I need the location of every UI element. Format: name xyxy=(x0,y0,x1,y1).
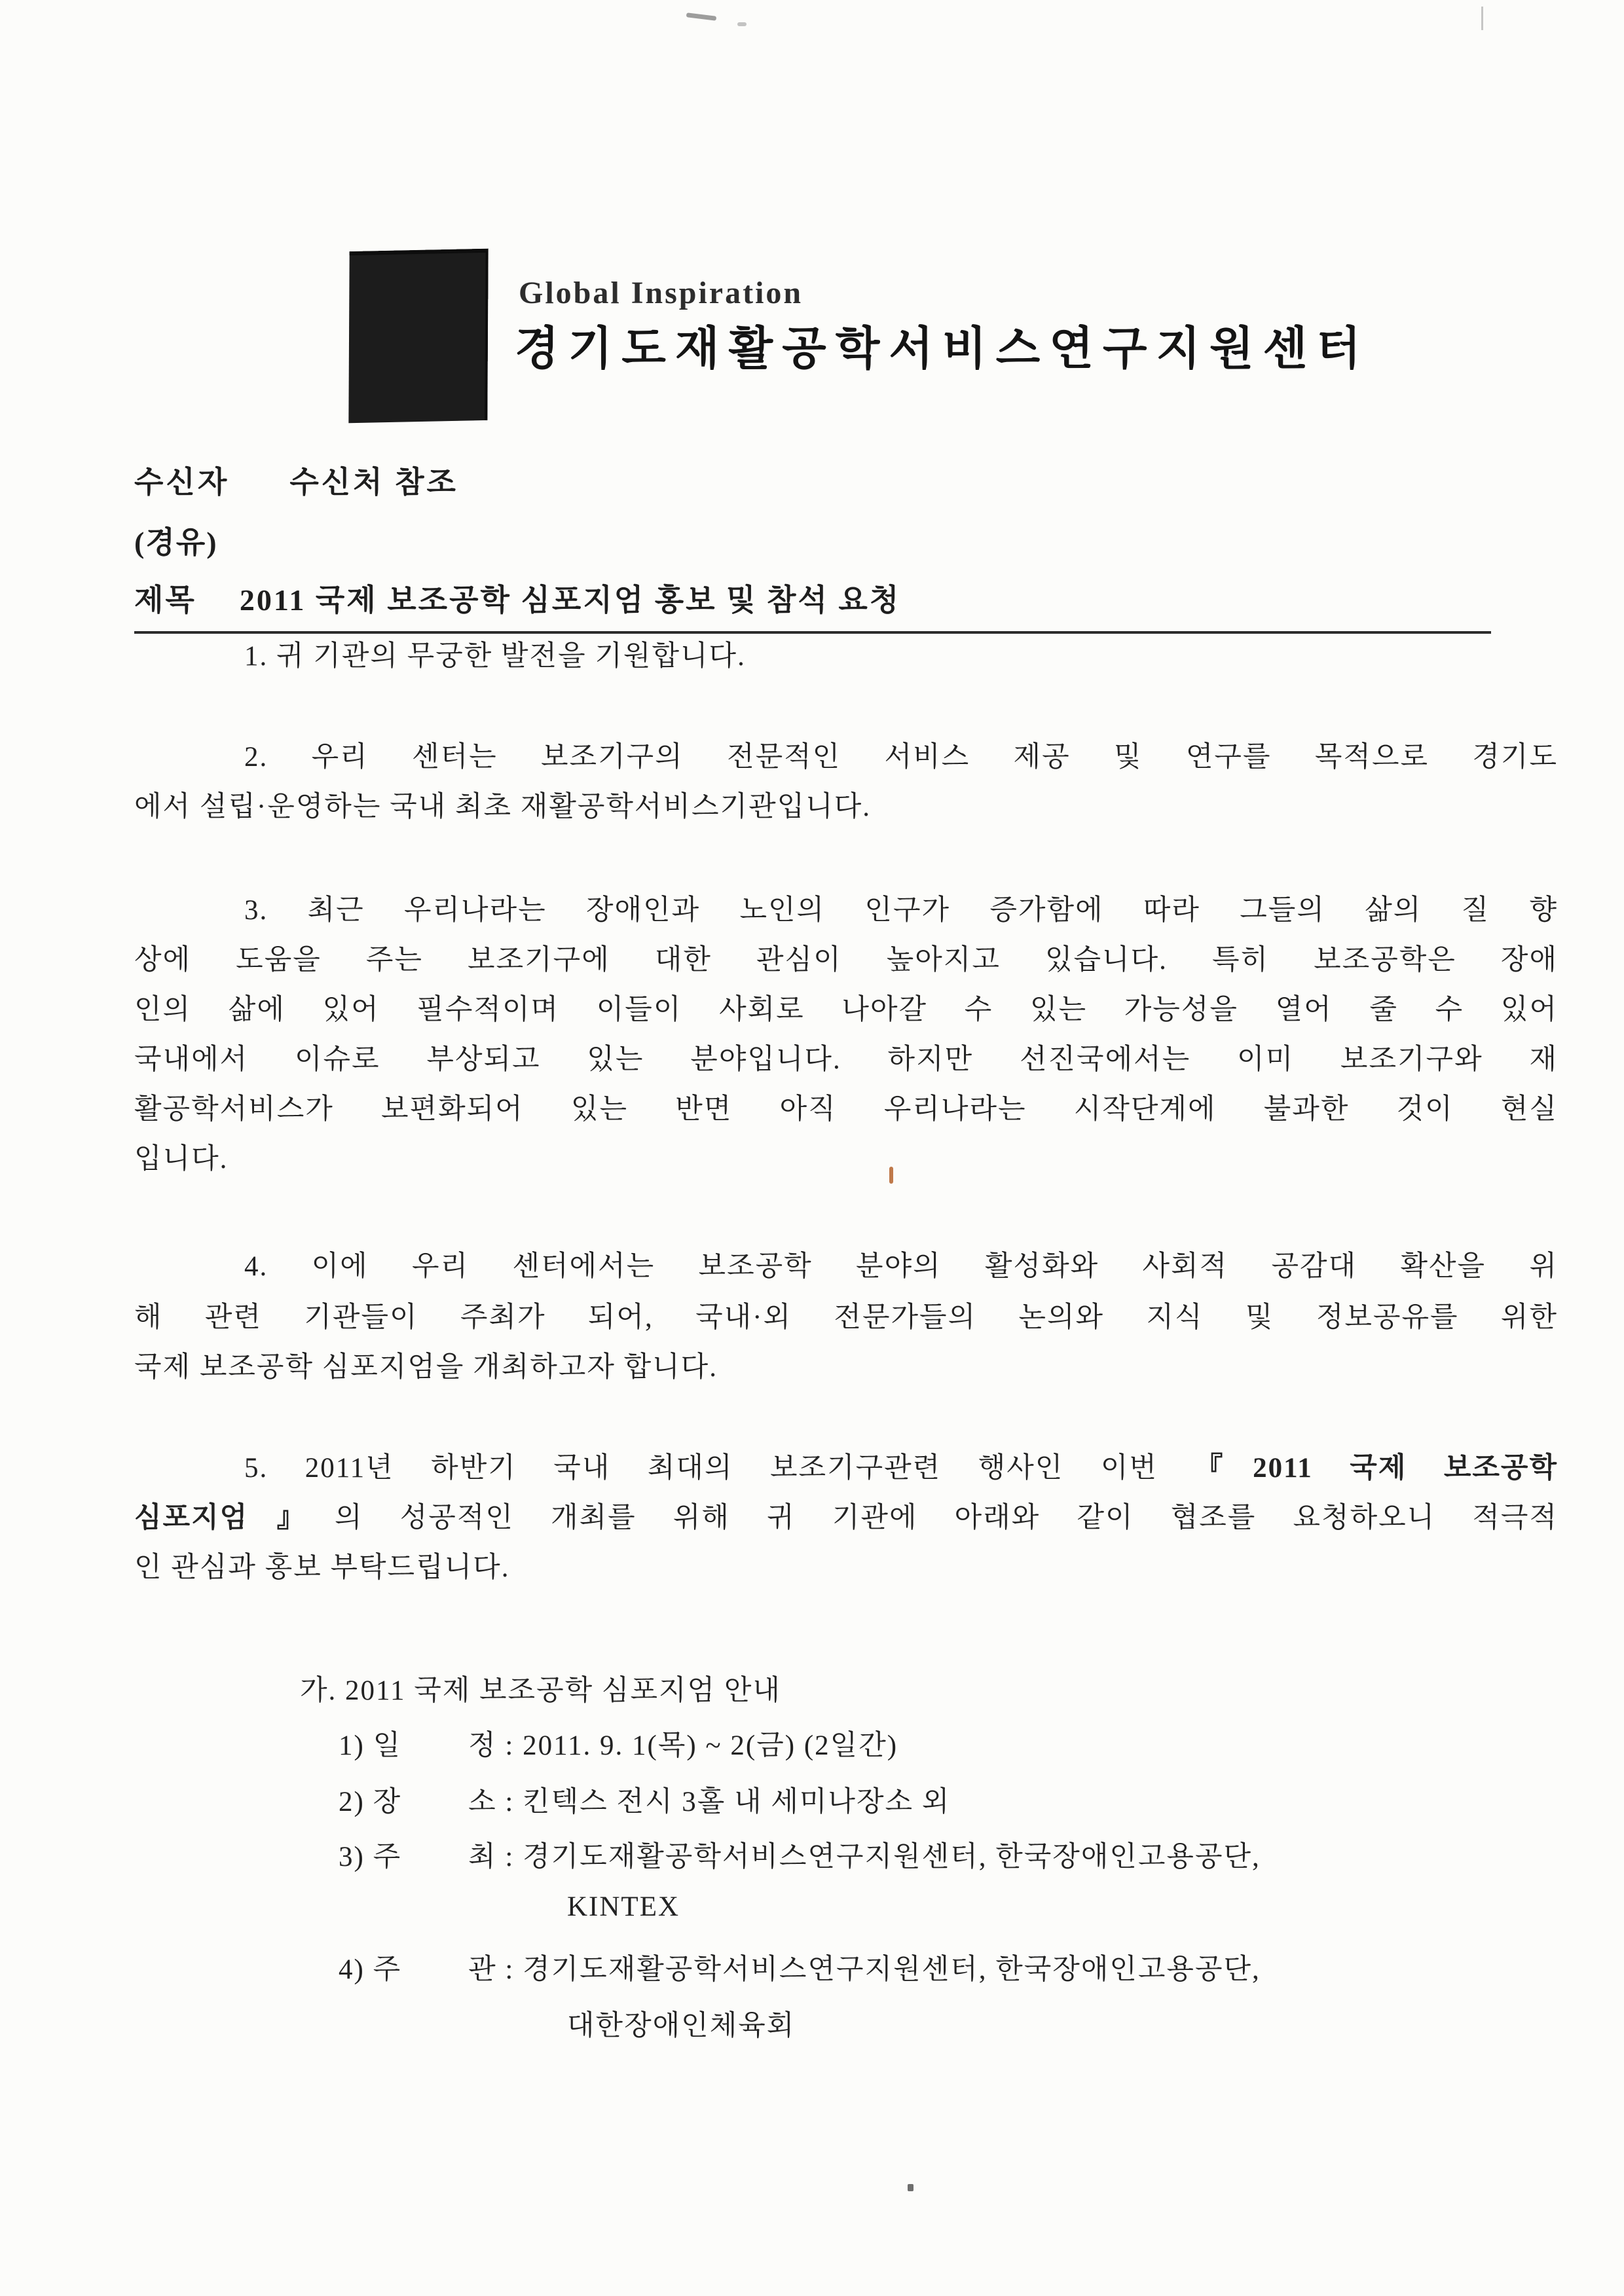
paragraph-5-text: 의 성공적인 개최를 위해 귀 기관에 아래와 같이 협조를 요청하오니 적극적 xyxy=(335,1503,1559,1533)
paragraph-3-line: 인의 삶에 있어 필수적이며 이들이 사회로 나아갈 수 있는 가능성을 열어 줄 수 있어 xyxy=(134,994,1558,1025)
recipient-line xyxy=(134,458,458,501)
notice-item-host-continuation: KINTEX xyxy=(567,1891,680,1922)
paragraph-5-line: 인 관심과 홍보 부탁드립니다. xyxy=(134,1552,510,1583)
scan-artifact xyxy=(889,1167,893,1184)
scan-artifact xyxy=(1481,7,1483,30)
scan-artifact xyxy=(908,2184,913,2191)
paragraph-5-bold-title: 심포지엄』 xyxy=(134,1503,335,1533)
via-line: (경유) xyxy=(134,526,218,559)
notice-item-venue: 2) 장 소 : 킨텍스 전시 3홀 내 세미나장소 외 xyxy=(339,1787,951,1817)
subject-label: 제목 xyxy=(134,583,196,617)
paragraph-3-line: 입니다. xyxy=(134,1144,229,1175)
notice-heading: 가. 2011 국제 보조공학 심포지엄 안내 xyxy=(300,1675,781,1706)
subject-value: 2011 국제 보조공학 심포지엄 홍보 및 참석 요청 xyxy=(239,583,901,617)
recipient-label: 수신자 xyxy=(134,465,230,499)
paragraph-3-line: 상에 도움을 주는 보조기구에 대한 관심이 높아지고 있습니다. 특히 보조공학은 장애 xyxy=(134,945,1558,975)
notice-item-date: 1) 일 정 : 2011. 9. 1(목) ~ 2(금) (2일간) xyxy=(339,1730,898,1761)
paragraph-4-line: 해 관련 기관들이 주최가 되어, 국내·외 전문가들의 논의와 지식 및 정보공유를 위한 xyxy=(134,1302,1558,1333)
paragraph-3-line: 3. 최근 우리나라는 장애인과 노인의 인구가 증가함에 따라 그들의 삶의 질 향 xyxy=(244,895,1558,926)
scan-artifact xyxy=(686,12,717,21)
paragraph-3-line: 국내에서 이슈로 부상되고 있는 분야입니다. 하지만 선진국에서는 이미 보조기구와 재 xyxy=(134,1044,1558,1075)
org-tagline: Global Inspiration xyxy=(519,276,803,310)
paragraph-5-line xyxy=(134,1499,1558,1537)
paragraph-5-line xyxy=(134,1449,1558,1487)
notice-item-organizer-continuation: 대한장애인체육회 xyxy=(567,2011,796,2041)
paragraph-2-line: 에서 설립·운영하는 국내 최초 재활공학서비스기관입니다. xyxy=(134,792,871,822)
scan-artifact xyxy=(737,22,747,26)
recipient-value: 수신처 참조 xyxy=(289,465,458,499)
paragraph-5-text: 5. 2011년 하반기 국내 최대의 보조기구관련 행사인 이번 xyxy=(244,1453,1195,1484)
notice-item-host: 3) 주 최 : 경기도재활공학서비스연구지원센터, 한국장애인고용공단, xyxy=(339,1842,1261,1872)
paragraph-3-line: 활공학서비스가 보편화되어 있는 반면 아직 우리나라는 시작단계에 불과한 것이 현실 xyxy=(134,1094,1558,1125)
paragraph-5-bold-title: 『2011 국제 보조공학 xyxy=(1194,1453,1559,1484)
org-emblem-icon xyxy=(348,249,488,424)
paragraph-4-line: 국제 보조공학 심포지엄을 개최하고자 합니다. xyxy=(134,1352,718,1383)
paragraph-2-line: 2. 우리 센터는 보조기구의 전문적인 서비스 제공 및 연구를 목적으로 경기도 xyxy=(244,742,1558,773)
org-name: 경기도재활공학서비스연구지원센터 xyxy=(515,324,1370,374)
notice-item-organizer: 4) 주 관 : 경기도재활공학서비스연구지원센터, 한국장애인고용공단, xyxy=(339,1954,1261,1985)
paragraph-1-line: 1. 귀 기관의 무궁한 발전을 기원합니다. xyxy=(244,641,746,672)
subject-line xyxy=(134,576,1491,634)
paragraph-4-line: 4. 이에 우리 센터에서는 보조공학 분야의 활성화와 사회적 공감대 확산을 위 xyxy=(244,1251,1558,1282)
